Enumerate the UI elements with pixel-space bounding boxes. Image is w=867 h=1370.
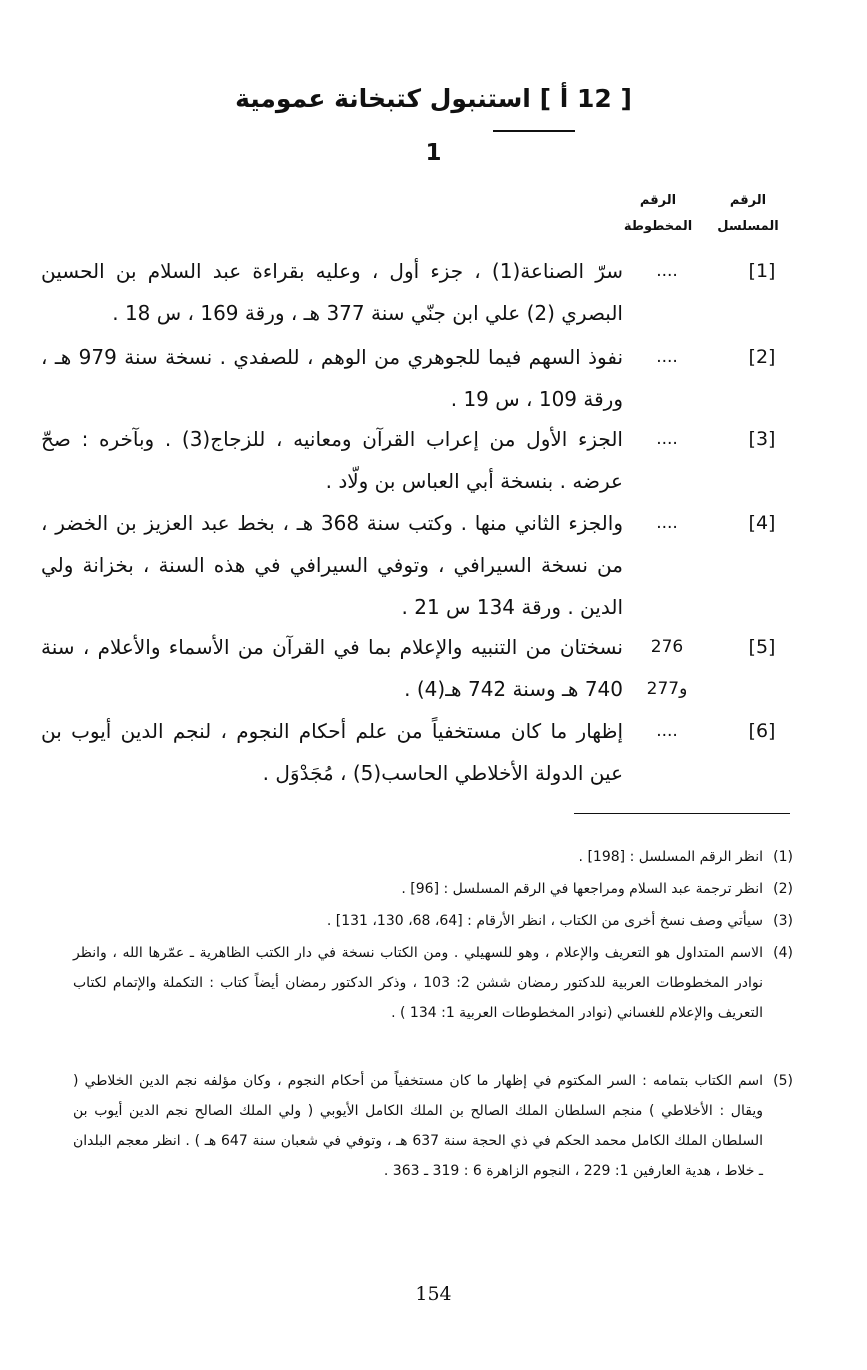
entry-description: والجزء الثاني منها . وكتب سنة 368 هـ ، بخط عبد العزيز بن الخضر ، من نسخة السيرافي ، وتوفي السيرافي في هذه السنة ، بخزانة ولي الدين . ورقة 134 س 21 . <box>41 511 623 619</box>
footnote-text: سيأتي وصف نسخ أخرى من الكتاب ، انظر الأرقام : [64، 68، 130، 131] . <box>326 913 763 929</box>
entry-manuscript-number: .... <box>656 721 678 741</box>
column-header-serial: الرقم المسلسل <box>717 193 779 234</box>
page-title: [ 12 أ ] استنبول كتبخانة عمومية <box>235 84 632 113</box>
entry-description: إظهار ما كان مستخفياً من علم أحكام النجوم ، لنجم الدين أيوب بن عين الدولة الأخلاطي الحاسب(5) ، مُجَدْوَل . <box>41 719 623 785</box>
footnote-number: (2) <box>773 881 793 897</box>
footnote-number: (3) <box>773 913 793 929</box>
entry-description: سرّ الصناعة(1) ، جزء أول ، وعليه بقراءة عبد السلام بن الحسين البصري (2) علي ابن جنّي سنة 377 هـ ، ورقة 169 ، س 18 . <box>41 259 624 325</box>
entry-serial-number: [6] <box>748 720 776 742</box>
page-number: 154 <box>415 1283 452 1305</box>
entry-manuscript-number: .... <box>656 261 678 281</box>
entry-description: الجزء الأول من إعراب القرآن ومعانيه ، للزجاج(3) . وبآخره : صحّ عرضه . بنسخة أبي العباس بن ولّاد . <box>41 427 623 493</box>
footnote-text: الاسم المتداول هو التعريف والإعلام ، وهو للسهيلي . ومن الكتاب نسخة في دار الكتب الظاهرية ـ عمّرها الله ، وانظر نوادر المخطوطات العربية للدكتور رمضان ششن 2: 103 ، وذكر الدكتور رمضان أيضاً كتاب : التكملة والإتمام لكتاب التعريف والإعلام للغساني (نوادر المخطوطات العربية 1: 134 ) . <box>73 945 763 1021</box>
entry-manuscript-number: .... <box>656 513 678 533</box>
footnote-divider <box>574 813 790 814</box>
entry-serial-number: [5] <box>748 636 776 658</box>
footnote-number: (1) <box>773 849 793 865</box>
title-divider <box>493 130 575 132</box>
footnote-text: انظر الرقم المسلسل : [198] . <box>578 849 763 865</box>
footnote <box>73 842 793 872</box>
entry-manuscript-number: 276 و277 <box>646 637 688 699</box>
section-number: 1 <box>425 140 442 166</box>
footnote-number: (4) <box>773 945 793 961</box>
entry-manuscript-number: .... <box>656 347 678 367</box>
footnote <box>73 874 793 904</box>
footnote-text: انظر ترجمة عبد السلام ومراجعها في الرقم المسلسل : [96] . <box>401 881 763 897</box>
entry-serial-number: [1] <box>748 260 776 282</box>
footnote-number: (5) <box>773 1073 793 1089</box>
entry-serial-number: [2] <box>748 346 776 368</box>
footnote <box>73 906 793 936</box>
footnote-text: اسم الكتاب بتمامه : السر المكتوم في إظهار ما كان مستخفياً من أحكام النجوم ، وكان مؤلفه نجم الدين الخلاطي ( ويقال : الأخلاطي ) منجم السلطان الملك الصالح بن الملك الكامل الأيوبي ( ولي الملك الصالح نجم الدين أيوب بن السلطان الملك الكامل محمد الحكم في ذي الحجة سنة 637 هـ ، وتوفي في شعبان سنة 647 هـ ) . انظر معجم البلدان ـ خلاط ، هدية العارفين 1: 229 ، النجوم الزاهرة 6 : 319 ـ 363 . <box>73 1073 763 1179</box>
entry-serial-number: [3] <box>748 428 776 450</box>
footnote <box>73 1066 793 1186</box>
entry-description: نسختان من التنبيه والإعلام بما في القرآن من الأسماء والأعلام ، سنة 740 هـ وسنة 742 هـ(4) . <box>41 635 623 701</box>
entry-manuscript-number: .... <box>656 429 678 449</box>
entry-serial-number: [4] <box>748 512 776 534</box>
footnote <box>73 938 793 1028</box>
column-header-manuscript: الرقم المخطوطة <box>623 193 693 234</box>
entry-description: نفوذ السهم فيما للجوهري من الوهم ، للصفدي . نسخة سنة 979 هـ ، ورقة 109 ، س 19 . <box>41 345 624 411</box>
